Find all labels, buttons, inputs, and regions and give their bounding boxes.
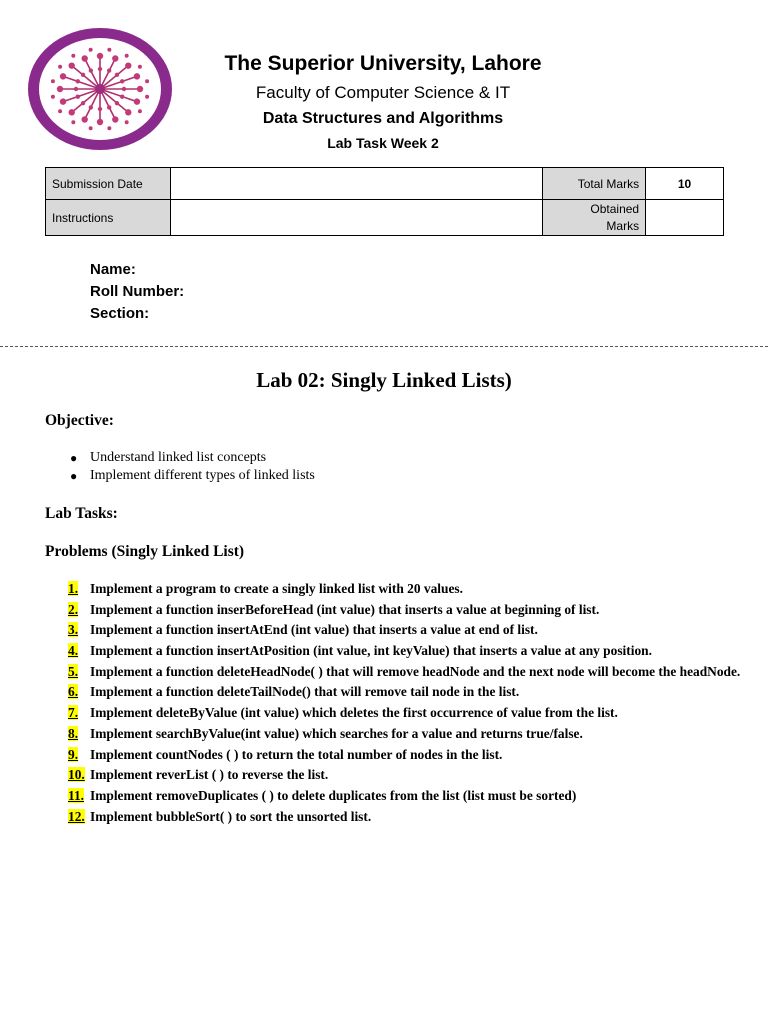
task-number: 7. (68, 705, 79, 721)
total-marks-value: 10 (646, 168, 724, 200)
obtained-marks-label (543, 200, 646, 236)
objective-list (70, 449, 315, 485)
task-item (68, 704, 748, 722)
task-text: Implement deleteByValue (int value) which deletes the first occurrence of value from the list. (90, 705, 618, 721)
task-list (68, 580, 748, 828)
task-item (68, 725, 748, 743)
task-number: 4. (68, 643, 79, 659)
roll-number-label: Roll Number: (90, 283, 185, 300)
task-number: 9. (68, 746, 79, 762)
task-text: Implement a function inserBeforeHead (int value) that inserts a value at beginning of list. (90, 601, 600, 617)
task-number: 11. (68, 787, 84, 803)
total-marks-label: Total Marks (543, 168, 646, 200)
task-item (68, 580, 748, 598)
task-text: Implement reverList ( ) to reverse the list. (90, 767, 329, 783)
name-label: Name: (90, 261, 136, 278)
task-text: Implement a function deleteTailNode() that will remove tail node in the list. (90, 684, 520, 700)
objective-heading: Objective: (45, 412, 114, 429)
university-name: The Superior University, Lahore (224, 52, 542, 75)
task-item (68, 787, 748, 805)
task-text: Implement searchByValue(int value) which searches for a value and returns true/false. (90, 725, 583, 741)
university-logo (24, 24, 176, 154)
task-item (68, 621, 748, 639)
task-number: 10. (68, 767, 85, 783)
section-label: Section: (90, 305, 150, 322)
submission-info-table (45, 167, 724, 236)
problems-heading: Problems (Singly Linked List) (45, 543, 245, 560)
task-item (68, 746, 748, 764)
lab-week: Lab Task Week 2 (327, 135, 439, 151)
submission-date-field[interactable] (170, 168, 542, 200)
task-text: Implement a function insertAtEnd (int value) that inserts a value at end of list. (90, 622, 538, 638)
task-text: Implement countNodes ( ) to return the total number of nodes in the list. (90, 746, 503, 762)
document-header (160, 48, 606, 154)
task-item (68, 766, 748, 784)
objective-item (70, 449, 315, 467)
lab-tasks-heading: Lab Tasks: (45, 505, 118, 522)
task-number: 2. (68, 601, 79, 617)
student-fields (90, 259, 184, 325)
obtained-marks-field[interactable] (646, 200, 724, 236)
task-item (68, 663, 748, 681)
task-text: Implement a program to create a singly linked list with 20 values. (90, 581, 463, 596)
submission-date-label: Submission Date (46, 168, 171, 200)
task-item (68, 642, 748, 660)
task-number: 5. (68, 663, 79, 679)
instructions-label: Instructions (46, 200, 171, 236)
obtained-marks-label-line2: Marks (606, 218, 640, 233)
instructions-field[interactable] (170, 200, 542, 236)
task-text: Implement removeDuplicates ( ) to delete duplicates from the list (list must be sorted) (90, 787, 577, 803)
task-text: Implement a function insertAtPosition (int value, int keyValue) that inserts a value at any position. (90, 643, 652, 659)
objective-text: Understand linked list concepts (90, 450, 267, 465)
task-number: 1. (68, 581, 79, 596)
objective-item (70, 467, 315, 485)
bullet-icon: ● (70, 469, 78, 483)
task-text: Implement bubbleSort( ) to sort the unsorted list. (90, 808, 372, 824)
task-item (68, 601, 748, 619)
task-item (68, 808, 748, 826)
task-number: 3. (68, 622, 79, 638)
faculty-name: Faculty of Computer Science & IT (255, 83, 511, 102)
task-number: 6. (68, 684, 79, 700)
task-number: 12. (68, 808, 85, 824)
obtained-marks-label-line1: Obtained (590, 201, 640, 216)
objective-text: Implement different types of linked lists (90, 468, 315, 483)
course-name: Data Structures and Algorithms (262, 110, 504, 127)
task-item (68, 683, 748, 701)
lab-title: Lab 02: Singly Linked Lists) (256, 368, 512, 392)
bullet-icon: ● (70, 451, 78, 465)
task-text: Implement a function deleteHeadNode( ) that will remove headNode and the next node will become the headNode. (90, 663, 741, 679)
task-number: 8. (68, 725, 79, 741)
section-divider (0, 346, 768, 347)
